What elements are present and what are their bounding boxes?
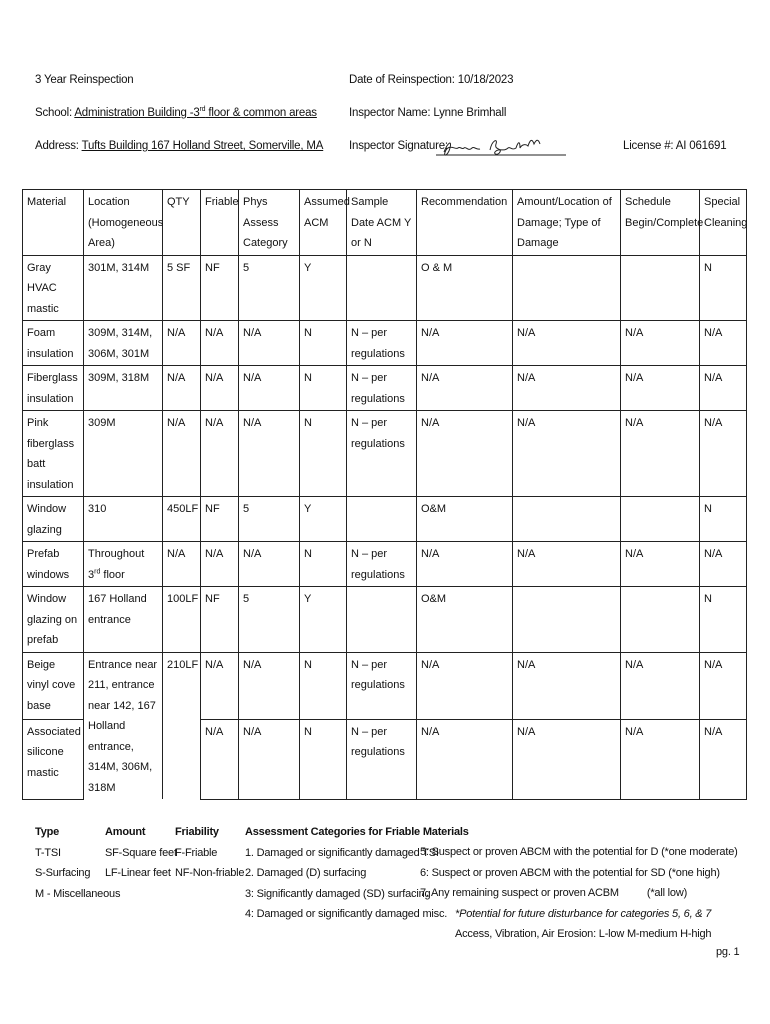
legend-a7-text: 7. Any remaining suspect or proven ACBM bbox=[420, 887, 619, 899]
cell-acm: N bbox=[300, 719, 347, 799]
cell-friable: N/A bbox=[201, 652, 239, 719]
cell-rec: O & M bbox=[417, 255, 513, 321]
cell-amount: N/A bbox=[513, 366, 621, 411]
legend-amount bbox=[105, 822, 177, 884]
cell-schedule bbox=[621, 497, 700, 542]
legend-amount-item: SF-Square feet bbox=[105, 846, 177, 859]
cell-sample: N – per regulations bbox=[347, 366, 417, 411]
cell-schedule bbox=[621, 255, 700, 321]
cell-phys: 5 bbox=[239, 497, 300, 542]
col-recommendation: Recommendation bbox=[417, 190, 513, 256]
cell-phys: N/A bbox=[239, 321, 300, 366]
cell-material: Gray HVAC mastic bbox=[23, 255, 84, 321]
cell-schedule bbox=[621, 587, 700, 653]
form-title: 3 Year Reinspection bbox=[35, 74, 134, 86]
legend-a7-note: (*all low) bbox=[646, 887, 688, 899]
cell-schedule: N/A bbox=[621, 321, 700, 366]
cell-material: Window glazing bbox=[23, 497, 84, 542]
cell-amount bbox=[513, 587, 621, 653]
legend-assessment-item: 5: Suspect or proven ABCM with the potential for D (*one moderate) bbox=[420, 846, 738, 858]
cell-acm: N bbox=[300, 366, 347, 411]
cell-friable: NF bbox=[201, 497, 239, 542]
cell-rec: N/A bbox=[417, 321, 513, 366]
legend-footnote: *Potential for future disturbance for categories 5, 6, & 7 bbox=[455, 908, 712, 920]
cell-special: N/A bbox=[700, 411, 747, 497]
signature-label: Inspector Signature: bbox=[349, 140, 448, 152]
cell-phys: N/A bbox=[239, 652, 300, 719]
col-friable: Friable bbox=[201, 190, 239, 256]
table-header-row bbox=[23, 190, 747, 256]
table-row bbox=[23, 542, 747, 587]
cell-special: N/A bbox=[700, 366, 747, 411]
cell-acm: N bbox=[300, 321, 347, 366]
cell-material: Window glazing on prefab bbox=[23, 587, 84, 653]
table-row bbox=[23, 366, 747, 411]
cell-friable: NF bbox=[201, 587, 239, 653]
cell-location-text-post: floor bbox=[100, 568, 125, 581]
col-amount-location: Amount/Location of Damage; Type of Damage bbox=[513, 190, 621, 256]
cell-schedule: N/A bbox=[621, 652, 700, 719]
school-line bbox=[35, 107, 317, 119]
school-value-sup: rd bbox=[199, 106, 206, 114]
page-number: pg. 1 bbox=[716, 946, 740, 958]
legend-type-heading: Type bbox=[35, 826, 60, 838]
cell-friable: N/A bbox=[201, 321, 239, 366]
cell-material: Foam insulation bbox=[23, 321, 84, 366]
cell-qty: 100LF bbox=[163, 587, 201, 653]
inspection-table bbox=[22, 189, 747, 800]
legend-assessment-heading: Assessment Categories for Friable Materials bbox=[245, 826, 469, 838]
cell-friable: N/A bbox=[201, 411, 239, 497]
col-material: Material bbox=[23, 190, 84, 256]
reinspection-date: Date of Reinspection: 10/18/2023 bbox=[349, 74, 514, 86]
address-label: Address: bbox=[35, 140, 82, 152]
cell-special: N/A bbox=[700, 321, 747, 366]
cell-acm: N bbox=[300, 411, 347, 497]
cell-amount bbox=[513, 255, 621, 321]
cell-qty: N/A bbox=[163, 542, 201, 587]
cell-amount: N/A bbox=[513, 719, 621, 799]
cell-phys: 5 bbox=[239, 255, 300, 321]
cell-phys: N/A bbox=[239, 411, 300, 497]
cell-rec: N/A bbox=[417, 366, 513, 411]
table-row bbox=[23, 411, 747, 497]
cell-phys: 5 bbox=[239, 587, 300, 653]
legend-amount-heading: Amount bbox=[105, 826, 146, 838]
table-row bbox=[23, 497, 747, 542]
cell-location: 167 Holland entrance bbox=[84, 587, 163, 653]
legend-assessment-cont bbox=[420, 842, 738, 904]
cell-material: Pink fiberglass batt insulation bbox=[23, 411, 84, 497]
col-qty: QTY bbox=[163, 190, 201, 256]
legend-assessment-item: 1. Damaged or significantly damaged TSI bbox=[245, 846, 439, 859]
cell-friable: N/A bbox=[201, 542, 239, 587]
cell-material: Associated silicone mastic bbox=[23, 719, 84, 799]
legend-type-item: S-Surfacing bbox=[35, 867, 91, 879]
cell-special: N bbox=[700, 255, 747, 321]
legend-assessment-item: 4: Damaged or significantly damaged misc. bbox=[245, 908, 448, 920]
inspector-name: Inspector Name: Lynne Brimhall bbox=[349, 107, 507, 119]
cell-location-text: Throughout 3 bbox=[88, 548, 145, 581]
cell-friable: NF bbox=[201, 255, 239, 321]
cell-special: N/A bbox=[700, 719, 747, 799]
cell-amount: N/A bbox=[513, 542, 621, 587]
col-sample-date: Sample Date ACM Y or N bbox=[347, 190, 417, 256]
cell-sample bbox=[347, 587, 417, 653]
cell-special: N/A bbox=[700, 542, 747, 587]
legend-assessment-item: 6: Suspect or proven ABCM with the potential for SD (*one high) bbox=[420, 866, 720, 879]
cell-amount: N/A bbox=[513, 652, 621, 719]
cell-location-sup: rd bbox=[94, 567, 101, 575]
cell-rec: O&M bbox=[417, 587, 513, 653]
cell-acm: Y bbox=[300, 255, 347, 321]
cell-phys: N/A bbox=[239, 719, 300, 799]
cell-schedule: N/A bbox=[621, 366, 700, 411]
inspector-signature bbox=[436, 136, 566, 160]
cell-friable: N/A bbox=[201, 366, 239, 411]
cell-acm: Y bbox=[300, 587, 347, 653]
cell-sample: N – per regulations bbox=[347, 542, 417, 587]
legend-amount-item: LF-Linear feet bbox=[105, 867, 171, 879]
cell-qty: N/A bbox=[163, 321, 201, 366]
table-row bbox=[23, 587, 747, 653]
legend-friability-heading: Friability bbox=[175, 826, 219, 838]
cell-rec: N/A bbox=[417, 652, 513, 719]
cell-sample: N – per regulations bbox=[347, 411, 417, 497]
cell-location: 309M, 318M bbox=[84, 366, 163, 411]
cell-amount bbox=[513, 497, 621, 542]
table-row bbox=[23, 255, 747, 321]
col-assumed-acm: Assumed ACM bbox=[300, 190, 347, 256]
col-phys-assess: Phys Assess Category bbox=[239, 190, 300, 256]
cell-location: 301M, 314M bbox=[84, 255, 163, 321]
cell-location: 309M, 314M, 306M, 301M bbox=[84, 321, 163, 366]
cell-special: N bbox=[700, 587, 747, 653]
legend-type-item: M - Miscellaneous bbox=[35, 887, 121, 900]
cell-sample bbox=[347, 497, 417, 542]
address-value: Tufts Building 167 Holland Street, Somerville, MA bbox=[81, 140, 324, 152]
cell-qty: 5 SF bbox=[163, 255, 201, 321]
cell-rec: O&M bbox=[417, 497, 513, 542]
cell-acm: Y bbox=[300, 497, 347, 542]
legend-type-item: T-TSI bbox=[35, 846, 61, 859]
cell-qty: N/A bbox=[163, 411, 201, 497]
cell-amount: N/A bbox=[513, 321, 621, 366]
cell-material: Beige vinyl cove base bbox=[23, 652, 84, 719]
cell-qty: 210LF bbox=[163, 652, 201, 799]
col-schedule: Schedule Begin/Complete bbox=[621, 190, 700, 256]
cell-friable: N/A bbox=[201, 719, 239, 799]
legend-footnote-levels: Access, Vibration, Air Erosion: L-low M-medium H-high bbox=[455, 928, 712, 940]
cell-special: N/A bbox=[700, 652, 747, 719]
cell-sample: N – per regulations bbox=[347, 321, 417, 366]
school-value-text: Administration Building -3 bbox=[74, 107, 200, 119]
legend-assessment-item: 2. Damaged (D) surfacing bbox=[245, 867, 367, 879]
cell-sample: N – per regulations bbox=[347, 652, 417, 719]
cell-amount: N/A bbox=[513, 411, 621, 497]
cell-location bbox=[84, 542, 163, 587]
col-location: Location (Homogeneous Area) bbox=[84, 190, 163, 256]
school-label: School: bbox=[35, 107, 75, 119]
cell-acm: N bbox=[300, 652, 347, 719]
school-value-text-post: floor & common areas bbox=[205, 107, 317, 119]
table-row bbox=[23, 652, 747, 719]
cell-acm: N bbox=[300, 542, 347, 587]
cell-sample bbox=[347, 255, 417, 321]
legend-assessment-item: 3: Significantly damaged (SD) surfacing bbox=[245, 887, 431, 900]
cell-sample: N – per regulations bbox=[347, 719, 417, 799]
cell-special: N bbox=[700, 497, 747, 542]
school-value bbox=[74, 107, 317, 119]
cell-phys: N/A bbox=[239, 542, 300, 587]
cell-location: 310 bbox=[84, 497, 163, 542]
cell-material: Prefab windows bbox=[23, 542, 84, 587]
cell-location: 309M bbox=[84, 411, 163, 497]
col-special-cleaning: Special Cleaning bbox=[700, 190, 747, 256]
cell-rec: N/A bbox=[417, 719, 513, 799]
legend-friability-item: F-Friable bbox=[175, 846, 218, 859]
address-line bbox=[35, 140, 323, 152]
cell-schedule: N/A bbox=[621, 411, 700, 497]
cell-rec: N/A bbox=[417, 411, 513, 497]
legend-assessment-item bbox=[420, 883, 738, 904]
cell-phys: N/A bbox=[239, 366, 300, 411]
cell-qty: N/A bbox=[163, 366, 201, 411]
license-number: License #: AI 061691 bbox=[623, 140, 727, 152]
cell-location: Entrance near 211, entrance near 142, 167 Holland entrance, 314M, 306M, 318M bbox=[84, 652, 163, 799]
cell-schedule: N/A bbox=[621, 542, 700, 587]
legend-friability-item: NF-Non-friable bbox=[175, 867, 245, 879]
legend-friability bbox=[175, 822, 244, 884]
cell-schedule: N/A bbox=[621, 719, 700, 799]
cell-qty: 450LF bbox=[163, 497, 201, 542]
cell-material: Fiberglass insulation bbox=[23, 366, 84, 411]
cell-rec: N/A bbox=[417, 542, 513, 587]
table-row bbox=[23, 321, 747, 366]
